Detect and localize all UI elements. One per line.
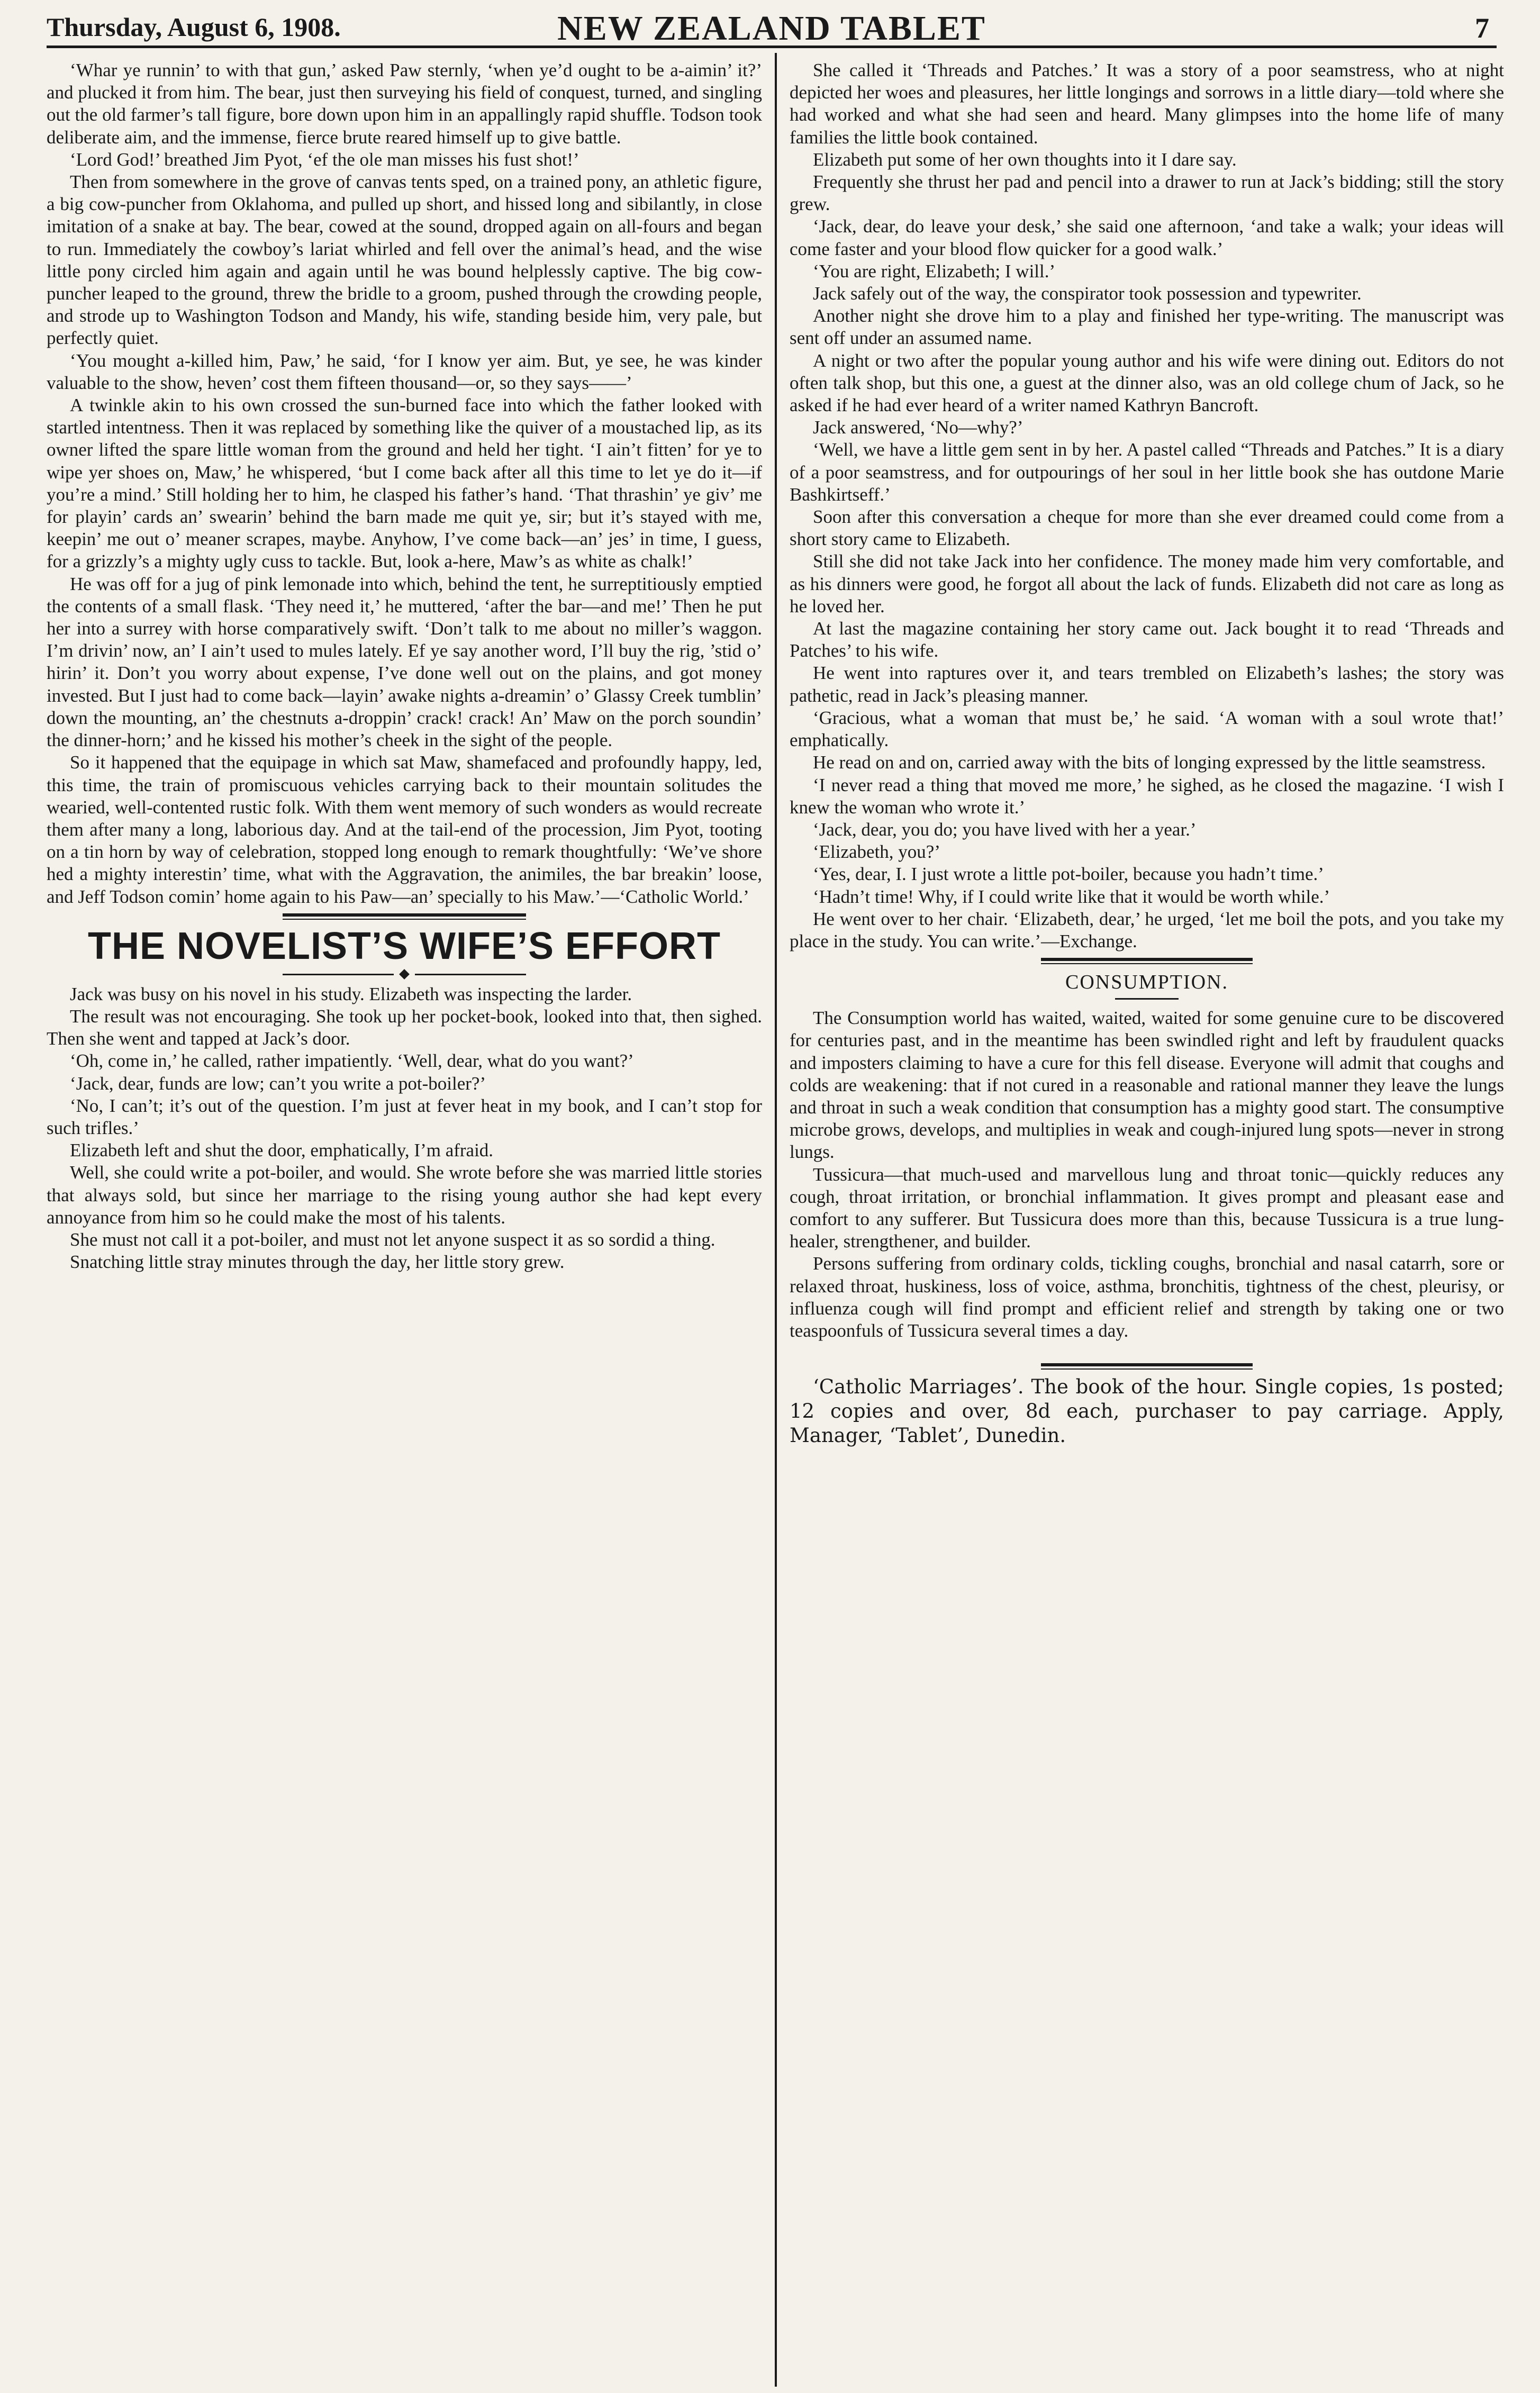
novel-paragraph: She must not call it a pot-boiler, and must not let anyone suspect it as so sordid a thing. (70, 1229, 715, 1250)
novel-paragraph: Frequently she thrust her pad and pencil into a drawer to run at Jack’s bidding; still the story grew. (790, 171, 1504, 215)
section-rule (283, 913, 526, 917)
novel-paragraph: A night or two after the popular young author and his wife were dining out. Editors do not often talk shop, but this one, a guest at the dinner also, was an old college chum of Jack, so he asked if he had ever heard of a writer named Kathryn Bancroft. (790, 350, 1504, 416)
novel-paragraph: The result was not encouraging. She took up her pocket-book, looked into that, then sighed. Then she went and tapped at Jack’s door. (47, 1005, 762, 1049)
consumption-paragraph: Tussicura—that much-used and marvellous lung and throat tonic—quickly reduces any cough, throat irritation, or bronchial inflammation. It gives prompt and pleasant ease and comfort to any sufferer. But Tussicura does more than this, because Tussicura is a true lung-healer, strengthener, and builder. (790, 1164, 1504, 1252)
masthead (47, 7, 1497, 48)
section-rule-thin (1041, 963, 1253, 964)
novel-paragraph: At last the magazine containing her story came out. Jack bought it to read ‘Threads and Patches’ to his wife. (790, 618, 1504, 661)
novel-paragraph: Elizabeth put some of her own thoughts into it I dare say. (813, 149, 1237, 170)
consumption-paragraph: The Consumption world has waited, waited, waited for some genuine cure to be discovered for centuries past, and in the meantime has been swindled right and left by fraudulent quacks and imposters claiming to have a cure for this fell disease. Everyone will admit that coughs and colds are weakening: that if not cured in a reasonable and rational manner they leave the lungs and throat in such a weak condition that consumption has a mighty good start. The consumptive microbe grows, develops, and multiplies in weak and cough-injured lung spots—never in strong lungs. (790, 1008, 1504, 1163)
novel-paragraph: ‘I never read a thing that moved me more,’ he sighed, as he closed the magazine. ‘I wish I knew the woman who wrote it.’ (790, 774, 1504, 818)
novel-paragraph: ‘Gracious, what a woman that must be,’ he said. ‘A woman with a soul wrote that!’ emphatically. (790, 707, 1504, 751)
novel-paragraph: Jack safely out of the way, the conspirator took possession and typewriter. (813, 283, 1362, 304)
headline-ornament (283, 971, 526, 978)
story-paragraph: A twinkle akin to his own crossed the sun-burned face into which the father looked with startled intentness. Then it was replaced by something like the quiver of a moustached lip, as its owner lifted the spare little woman from the ground and held her tight. ‘I ain’t fitten’ for ye to wipe yer shoes on, Maw,’ he whispered, ‘but I come back after all this time to let ye do it—if you’re a mind.’ Still holding her to him, he clasped his father’s hand. ‘That thrashin’ ye giv’ me for playin’ cards an’ swearin’ behind the barn made me quit ye, sir; but it’s stayed with me, keepin’ me out o’ meaner scrapes, maybe. Anyhow, I’ve come back—an’ jes’ in time, I guess, for a grizzly’s a mighty ugly cuss to tackle. But, look a-here, Maw’s as white as chalk!’ (47, 395, 762, 572)
novel-paragraph: He went over to her chair. ‘Elizabeth, dear,’ he urged, ‘let me boil the pots, and you take my place in the study. You can write.’—Exchange. (790, 908, 1504, 951)
novel-paragraph: He read on and on, carried away with the bits of longing expressed by the little seamstress. (813, 752, 1486, 773)
diamond-icon (399, 969, 410, 980)
column-divider (775, 53, 777, 2387)
ornament-bar (415, 974, 526, 975)
left-column (47, 59, 762, 2388)
section-rule (1041, 1363, 1253, 1366)
story-paragraph: ‘Whar ye runnin’ to with that gun,’ asked Paw sternly, ‘when ye’d ought to be a-aimin’ it?’ and plucked it from him. The bear, just then surveying his field of conquest, turned, and singling out the old farmer’s tall figure, bore down upon him in an appallingly rapid shuffle. Todson took deliberate aim, and the immense, fierce brute reared himself up to give battle. (47, 60, 762, 148)
section-heading: CONSUMPTION. (1065, 971, 1228, 994)
novel-paragraph: Snatching little stray minutes through the day, her little story grew. (70, 1252, 565, 1273)
section-rule-thin (1041, 1368, 1253, 1370)
consumption-paragraph: Persons suffering from ordinary colds, tickling coughs, bronchial and nasal catarrh, sore or relaxed throat, huskiness, loss of voice, asthma, bronchitis, tightness of the chest, pleurisy, or influenza cough will find prompt and efficient relief and strength by taking one or two teaspoonfuls of Tussicura several times a day. (790, 1253, 1504, 1341)
article-headline: THE NOVELIST’S WIFE’S EFFORT (87, 924, 721, 967)
section-rule-thin (283, 919, 526, 920)
novel-paragraph: Still she did not take Jack into her confidence. The money made him very comfortable, and as his dinners were good, he forgot all about the lack of funds. Elizabeth did not care as long as he loved her. (790, 551, 1504, 617)
novel-paragraph: ‘Jack, dear, funds are low; can’t you write a pot-boiler?’ (70, 1073, 486, 1094)
novel-paragraph: ‘Jack, dear, do leave your desk,’ she said one afternoon, ‘and take a walk; your ideas will come faster and your blood flow quicker for a good walk.’ (790, 216, 1504, 259)
book-advertisement: ‘Catholic Marriages’. The book of the hour. Single copies, 1s posted; 12 copies and over, 8d each, purchaser to pay carriage. Apply, Manager, ‘Tablet’, Dunedin. (790, 1375, 1504, 1447)
novel-paragraph: ‘You are right, Elizabeth; I will.’ (813, 260, 1056, 282)
novel-paragraph: ‘Jack, dear, you do; you have lived with her a year.’ (813, 819, 1197, 840)
novel-paragraph: He went into raptures over it, and tears trembled on Elizabeth’s lashes; the story was pathetic, read in Jack’s pleasing manner. (790, 663, 1504, 706)
story-paragraph: So it happened that the equipage in which sat Maw, shamefaced and profoundly happy, led, this time, the train of promiscuous vehicles carrying back to their mountain solitudes the wearied, well-contented rustic folk. With them went memory of such wonders as would recreate them after many a long, laborious day. And at the tail-end of the procession, Jim Pyot, tooting on a tin horn by way of celebration, stopped long enough to remark thoughtfully: ‘We’ve shore hed a mighty interestin’ time, what with the Aggravation, the animiles, the bar breakin’ loose, and Jeff Todson comin’ home again to his Paw—an’ specially to his Maw.’—‘Catholic World.’ (47, 752, 762, 907)
novel-paragraph: ‘Oh, come in,’ he called, rather impatiently. ‘Well, dear, what do you want?’ (70, 1050, 634, 1072)
novel-paragraph: ‘No, I can’t; it’s out of the question. I’m just at fever heat in my book, and I can’t stop for such trifles.’ (47, 1095, 762, 1138)
section-rule (1041, 958, 1253, 961)
novel-paragraph: ‘Well, we have a little gem sent in by her. A pastel called “Threads and Patches.” It is a diary of a poor seamstress, and for outpourings of her soul in her little book she has outdone Marie Bashkirtseff.’ (790, 439, 1504, 505)
story-paragraph: Then from somewhere in the grove of canvas tents sped, on a trained pony, an athletic figure, a big cow-puncher from Oklahoma, and pulled up short, and hissed long and sibilantly, in close imitation of a snake at bay. The bear, cowed at the sound, dropped again on all-fours and began to run. Immediately the cowboy’s lariat whirled and fell over the animal’s head, and the wise little pony circled him again and again until he was bound helplessly captive. The big cow-puncher leaped to the ground, threw the bridle to a groom, pushed through the crowding people, and strode up to Washington Todson and Mandy, his wife, standing beside him, very pale, but perfectly quiet. (47, 171, 762, 349)
novel-paragraph: Well, she could write a pot-boiler, and would. She wrote before she was married little stories that always sold, but since her marriage to the rising young author she had kept every annoyance from him so he could make the most of his talents. (47, 1162, 762, 1228)
issue-date: Thursday, August 6, 1908. (47, 12, 341, 42)
novel-paragraph: ‘Elizabeth, you?’ (813, 841, 941, 863)
story-paragraph: ‘You mought a-killed him, Paw,’ he said, ‘for I know yer aim. But, ye see, he was kinder valuable to the show, heven’ cost them fifteen thousand—or, so they says——’ (47, 350, 762, 393)
heading-underline (1115, 998, 1179, 1000)
right-column (790, 59, 1504, 2388)
novel-paragraph: Elizabeth left and shut the door, emphatically, I’m afraid. (70, 1140, 494, 1161)
novel-paragraph: Jack was busy on his novel in his study. Elizabeth was inspecting the larder. (70, 983, 632, 1004)
story-paragraph: ‘Lord God!’ breathed Jim Pyot, ‘ef the ole man misses his fust shot!’ (70, 149, 579, 170)
novel-paragraph: She called it ‘Threads and Patches.’ It was a story of a poor seamstress, who at night depicted her woes and pleasures, her little longings and sorrows in a little diary—told where she had worked and what she had seen and heard. Many glimpses into the home life of many families the little book contained. (790, 60, 1504, 148)
newspaper-title: NEW ZEALAND TABLET (557, 9, 986, 48)
story-paragraph: He was off for a jug of pink lemonade into which, behind the tent, he surreptitiously emptied the contents of a small flask. ‘They need it,’ he muttered, ‘after the bar—and me!’ Then he put her into a surrey with horse comparatively swift. ‘Don’t talk to me about no miller’s waggon. I’m drivin’ now, an’ I ain’t used to mules lately. Ef ye say another word, I’ll buy the rig, ’stid o’ hirin’ it. Don’t you worry about expense, I’ve done well out on the plains, and got money invested. But I just had to come back—layin’ awake nights a-dreamin’ o’ Glassy Creek tumblin’ down the mounting, an’ the chestnuts a-droppin’ crack! crack! An’ Maw on the porch soundin’ the dinner-horn;’ and he kissed his mother’s cheek in the sight of the people. (47, 573, 762, 751)
novel-paragraph: ‘Yes, dear, I. I just wrote a little pot-boiler, because you hadn’t time.’ (813, 864, 1324, 885)
novel-paragraph: Jack answered, ‘No—why?’ (813, 417, 1023, 438)
novel-paragraph: ‘Hadn’t time! Why, if I could write like that it would be worth while.’ (813, 886, 1330, 907)
novel-paragraph: Another night she drove him to a play and finished her type-writing. The manuscript was sent off under an assumed name. (790, 305, 1504, 349)
novel-paragraph: Soon after this conversation a cheque for more than she ever dreamed could come from a short story came to Elizabeth. (790, 506, 1504, 550)
ornament-bar (283, 974, 394, 975)
page-number: 7 (1475, 12, 1489, 44)
